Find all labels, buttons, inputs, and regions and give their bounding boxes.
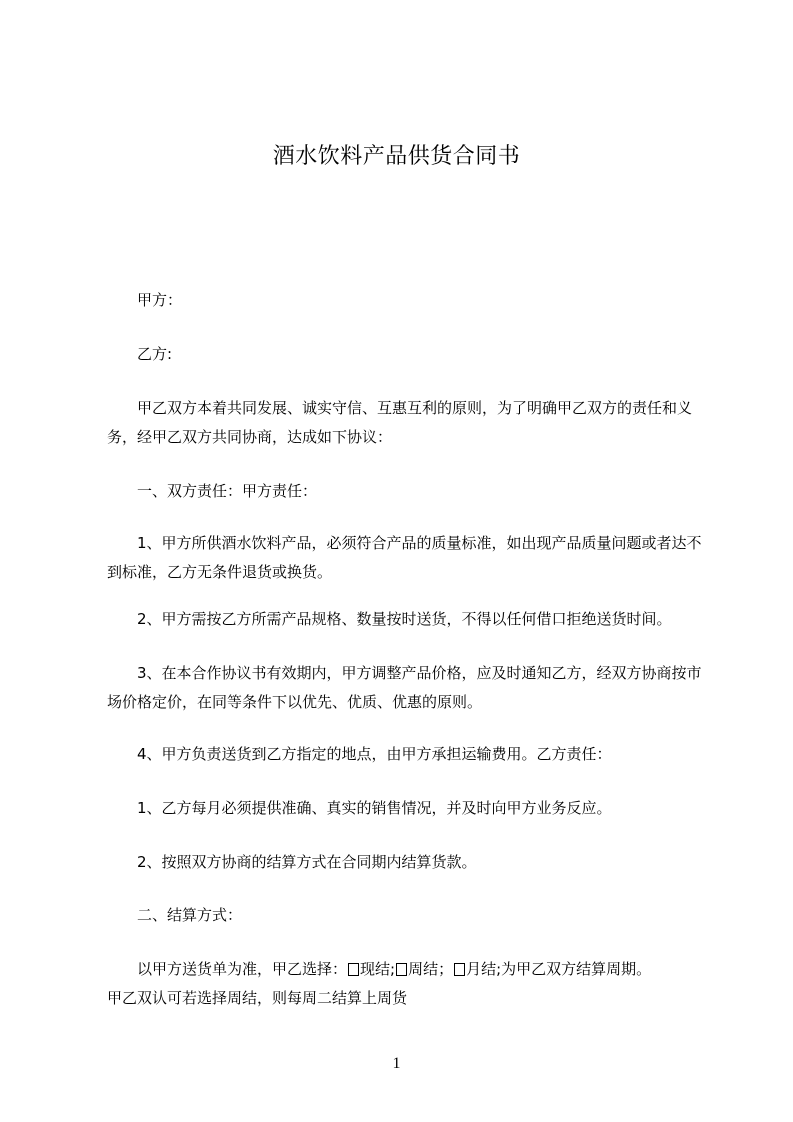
section1-heading: 一、双方责任：甲方责任： bbox=[137, 482, 318, 500]
party-a-duty-4: 4、甲方负责送货到乙方指定的地点，由甲方承担运输费用。乙方责任： bbox=[137, 745, 612, 763]
settlement-paragraph bbox=[107, 955, 707, 1013]
party-a-line: 甲方： bbox=[137, 291, 183, 309]
page-number: 1 bbox=[392, 1055, 401, 1072]
party-a-duty-2: 2、甲方需按乙方所需产品规格、数量按时送货，不得以任何借口拒绝送货时间。 bbox=[137, 610, 672, 628]
party-b-line: 乙方: bbox=[137, 345, 173, 363]
monthly-option-label: 月结;为甲乙双方结算周期。 bbox=[466, 960, 652, 978]
party-a-duty-3: 3、在本合作协议书有效期内，甲方调整产品价格，应及时通知乙方，经双方协商按市场价格定价，在同等条件下以优先、优质、优惠的原则。 bbox=[107, 664, 702, 711]
party-b-duty-1: 1、乙方每月必须提供准确、真实的销售情况，并及时向甲方业务反应。 bbox=[137, 799, 612, 817]
weekly-option-label: 周结； bbox=[408, 960, 454, 978]
section2-heading: 二、结算方式： bbox=[137, 906, 243, 924]
cash-checkbox[interactable] bbox=[348, 963, 359, 976]
cash-option-label: 现结; bbox=[360, 960, 396, 978]
document-title: 酒水饮料产品供货合同书 bbox=[272, 144, 521, 169]
monthly-checkbox[interactable] bbox=[454, 963, 465, 976]
settlement-line-2: 甲乙双认可若选择周结，则每周二结算上周货 bbox=[107, 989, 408, 1007]
weekly-checkbox[interactable] bbox=[396, 963, 407, 976]
party-a-duty-1: 1、甲方所供酒水饮料产品，必须符合产品的质量标准，如出现产品质量问题或者达不到标准，乙方无条件退货或换货。 bbox=[107, 534, 702, 581]
party-b-duty-2: 2、按照双方协商的结算方式在合同期内结算货款。 bbox=[137, 853, 477, 871]
intro-paragraph: 甲乙双方本着共同发展、诚实守信、互惠互利的原则，为了明确甲乙双方的责任和义务，经甲乙双方共同协商，达成如下协议： bbox=[107, 399, 693, 446]
settlement-prefix: 以甲方送货单为准，甲乙选择： bbox=[137, 960, 348, 978]
